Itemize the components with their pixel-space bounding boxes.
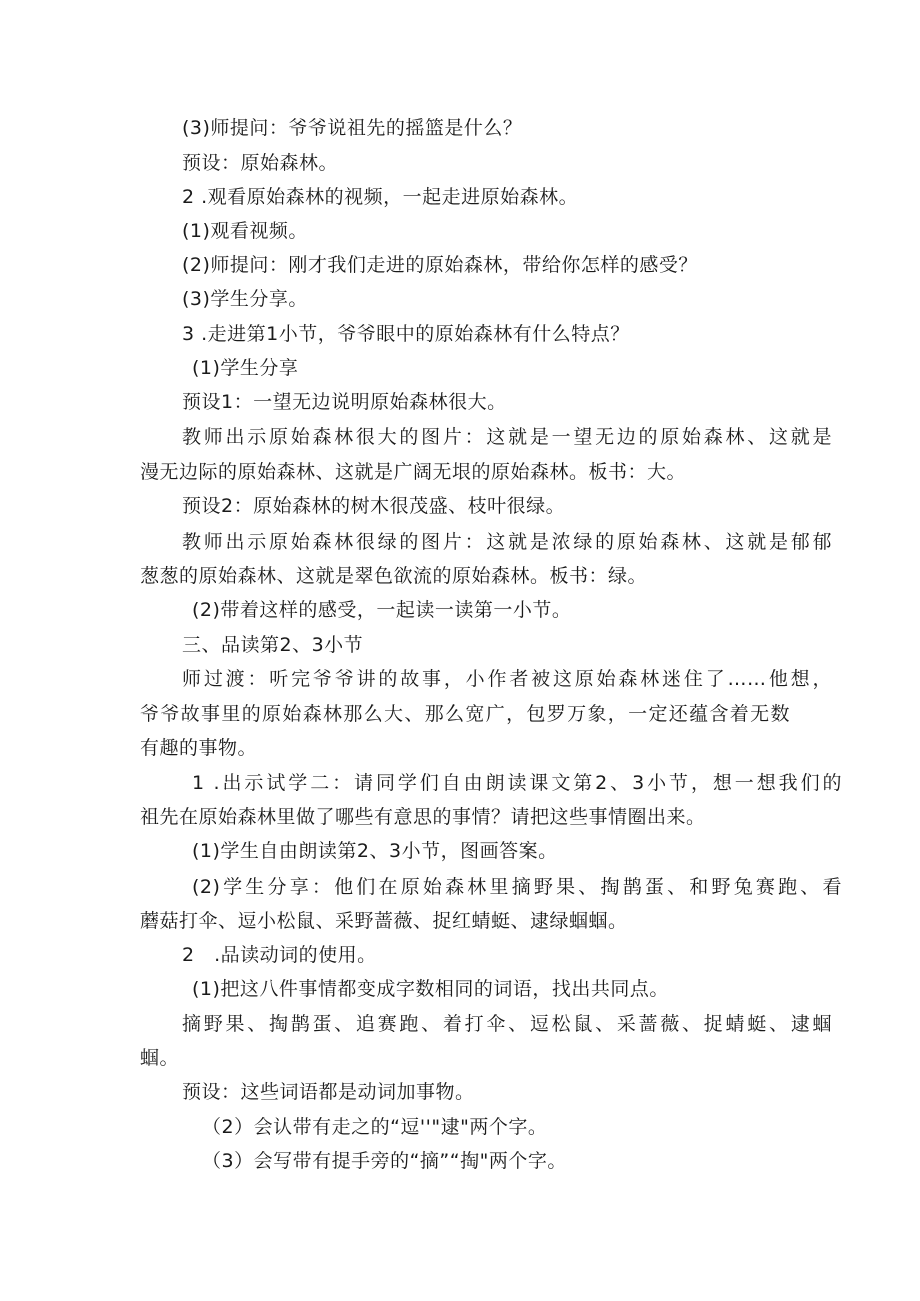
paragraph-line: (2)带着这样的感受，一起读一读第一小节。 (192, 599, 572, 621)
paragraph-line: 摘野果、掏鹊蛋、追赛跑、着打伞、逗松鼠、采蔷薇、捉蜻蜓、逮蝈 (182, 1013, 832, 1035)
paragraph-line: 祖先在原始森林里做了哪些有意思的事情？请把这些事情圈出来。 (140, 806, 706, 828)
paragraph-line: 预设2：原始森林的树木很茂盛、枝叶很绿。 (182, 495, 566, 517)
paragraph-line: (3)师提问：爷爷说祖先的摇篮是什么？ (182, 117, 523, 139)
paragraph-line: 教师出示原始森林很大的图片：这就是一望无边的原始森林、这就是 (182, 426, 832, 448)
paragraph-line: （3）会写带有提手旁的“摘”“掏"两个字。 (202, 1150, 567, 1172)
paragraph-line: 预设：这些词语都是动词加事物。 (182, 1081, 475, 1103)
paragraph-line: 3 .走进第1小节，爷爷眼中的原始森林有什么特点？ (182, 323, 630, 345)
section-heading: 三、品读第2、3小节 (182, 634, 364, 656)
paragraph-line: (3)学生分享。 (182, 288, 308, 310)
paragraph-line: 蝈。 (140, 1047, 180, 1069)
paragraph-line: (1)观看视频。 (182, 220, 308, 242)
paragraph-line: 教师出示原始森林很绿的图片：这就是浓绿的原始森林、这就是郁郁 (182, 531, 832, 553)
paragraph-line: 1 .出示试学二：请同学们自由朗读课文第2、3小节，想一想我们的 (192, 772, 842, 794)
paragraph-line: 师过渡：听完爷爷讲的故事，小作者被这原始森林迷住了……他想， (182, 668, 832, 690)
paragraph-line: （2）会认带有走之的“逗''"逮"两个字。 (202, 1116, 548, 1138)
paragraph-line: 2 .观看原始森林的视频，一起走进原始森林。 (182, 186, 579, 208)
paragraph-line: 漫无边际的原始森林、这就是广阔无垠的原始森林。板书：大。 (140, 461, 687, 483)
paragraph-line: 葱葱的原始森林、这就是翠色欲流的原始森林。板书：绿。 (140, 565, 648, 587)
paragraph-line: 预设：原始森林。 (182, 152, 339, 174)
paragraph-line: 2 .品读动词的使用。 (182, 944, 377, 966)
paragraph-line: (2)学生分享：他们在原始森林里摘野果、掏鹊蛋、和野兔赛跑、看 (192, 876, 842, 898)
paragraph-line: (1)学生自由朗读第2、3小节，图画答案。 (192, 840, 558, 862)
paragraph-line: (1)把这八件事情都变成字数相同的词语，找出共同点。 (192, 978, 669, 1000)
paragraph-line: 爷爷故事里的原始森林那么大、那么宽广，包罗万象，一定还蕴含着无数 (140, 703, 790, 725)
paragraph-line: 有趣的事物。 (140, 737, 258, 759)
paragraph-line: 蘑菇打伞、逗小松鼠、采野蔷薇、捉红蜻蜓、逮绿蝈蝈。 (140, 910, 628, 932)
paragraph-line: (2)师提问：刚才我们走进的原始森林，带给你怎样的感受？ (182, 254, 698, 276)
paragraph-line: (1)学生分享 (192, 357, 299, 379)
paragraph-line: 预设1：一望无边说明原始森林很大。 (182, 391, 507, 413)
